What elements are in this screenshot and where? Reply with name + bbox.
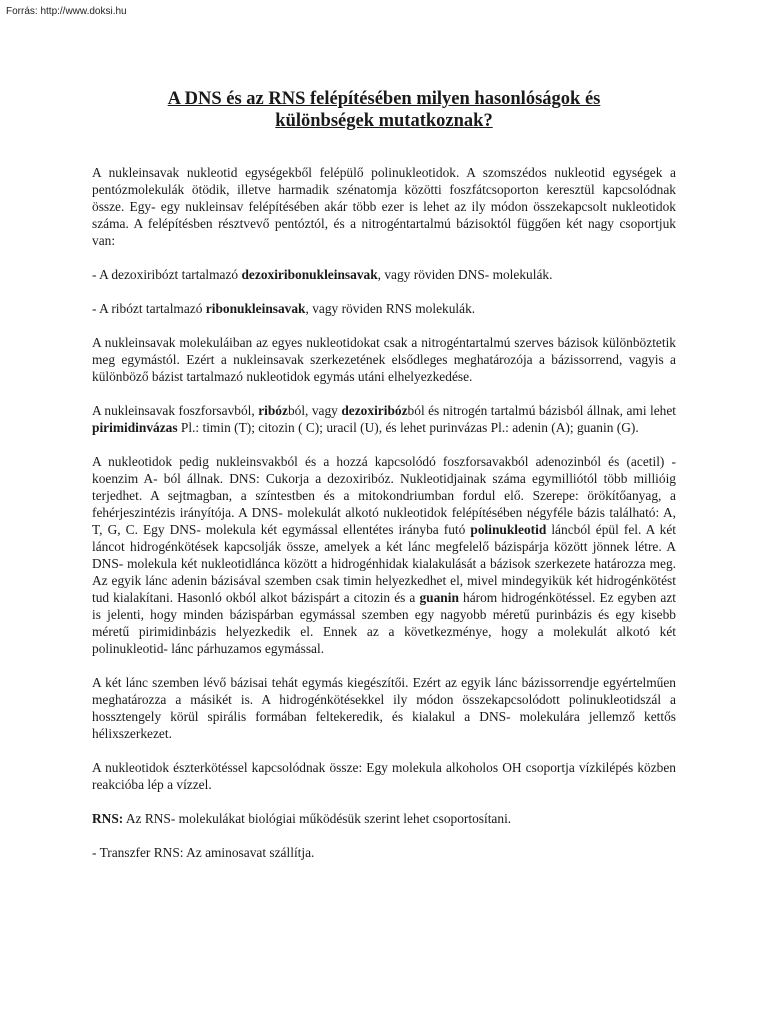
p4-a: A nukleotidok pedig nukleinsvakból és a hozzá kapcsolódó foszforsavakból adenozinból és (acetil) -koenzim A- ból állnak. DNS: Cukorja a dezoxiribóz. Nukleotidjainak száma egymilliótól több millióig terjedhet. A sejtmagban, a színtestben és a mitokondriumban fordul elő. Szerepe: örökítőanyag, a fehérjeszintézis irányítója. A DNS- molekulát alkotó nukleotidok felépítésében négyféle bázis található: A, T, G, C. Egy DNS- molekula két egymással ellentétes irányba futó [92,454,676,537]
paragraph-intro: A nukleinsavak nukleotid egységekből felépülő polinukleotidok. A szomszédos nukleotid egységek a pentózmolekulák ötödik, illetve harmadik szénatomja közötti foszfátcsoporton keresztül kapcsolódnak össze. Egy- egy nukleinsav felépítésében akár több ezer is lehet az ily módon összekapcsolt nukleotidok száma. A felépítésben résztvevő pentóztól, és a nitrogéntartalmú bázisoktól függően két nagy csoportjuk van: [92,165,676,248]
bullet-trna: - Transzfer RNS: Az aminosavat szállítja. [92,845,315,860]
bullet-rna-post: , vagy röviden RNS molekulák. [305,301,476,316]
p3-d: dezoxiribóz [341,403,408,418]
bullet-rna-pre: - A ribózt tartalmazó [92,301,206,316]
p4-b: polinukleotid [470,522,547,537]
bullet-dna [92,266,676,283]
bullet-dna-post: , vagy röviden DNS- molekulák. [377,267,553,282]
bullet-rna-term: ribonukleinsavak [205,301,306,316]
rna-label: RNS: [92,811,124,826]
paragraph-composition [92,402,676,436]
paragraph-complementary: A két lánc szemben lévő bázisai tehát egymás kiegészítői. Ezért az egyik lánc bázissorrendje egyértelműen meghatározza a másikét is. A hidrogénkötésekkel ily módon összekapcsolódott polinukleotidszál a hossztengely körül spirális formában feltekeredik, és kialakul a DNS- molekulára jellemző kettős hélixszerkezet. [92,675,676,741]
p4-e: három hidrogénkötéssel. Ez egyben azt is jelenti, hogy minden bázispárban egymással szemben egy nagyobb méretű purinbázis és egy kisebb méretű pirimidinbázis helyezkedik el. Ennek az a következménye, hogy a molekulát alkotó két polinukleotid- lánc párhuzamos egymással. [92,590,676,656]
paragraph-rna [92,810,676,827]
title-line-1: A DNS és az RNS felépítésében milyen hasonlóságok és [167,89,601,109]
title-line-2: különbségek mutatkoznak? [275,111,493,131]
p3-a: A nukleinsavak foszforsavból, [92,403,259,418]
rna-text: Az RNS- molekulákat biológiai működésük szerint lehet csoportosítani. [123,811,512,826]
p3-g: Pl.: timin (T); citozin ( C); uracil (U), és lehet purinvázas Pl.: adenin (A); guanin (G). [177,420,639,435]
p4-c: láncból épül fel. A két láncot hidrogénkötések kapcsolják össze, amelyek a két lánc megfelelő bázispárja között jönnek létre. A DNS- molekula két nukleotidlánca között a hidrogénhidak kialakulását a bázisok szerkezete határozza meg. Az egyik lánc adenin bázisával szemben csak timin helyezkedhet el, mivel mindegyikük két hidrogénkötést tud kialakítani. Hasonló okból alkot bázispárt a citozin és a [92,522,676,605]
p3-c: ból, vagy [287,403,342,418]
document-body [92,164,676,878]
p3-e: ból és nitrogén tartalmú bázisból állnak, ami lehet [407,403,677,418]
paragraph-base-sequence: A nukleinsavak molekuláiban az egyes nukleotidokat csak a nitrogéntartalmú szerves bázisok különböztetik meg egymástól. Ezért a nukleinsavak szerkezetének elsődleges meghatározója a bázissorrend, vagyis a különböző bázist tartalmazó nukleotidok egymás utáni elhelyezkedése. [92,335,676,384]
bullet-dna-term: dezoxiribonukleinsavak [241,267,378,282]
paragraph-dna-structure [92,453,676,657]
bullet-rna [92,300,676,317]
source-note: Forrás: http://www.doksi.hu [6,6,127,17]
page-title [92,88,676,132]
p3-f: pirimidinvázas [92,420,178,435]
bullet-dna-pre: - A dezoxiribózt tartalmazó [92,267,242,282]
p4-d: guanin [419,590,459,605]
p3-b: ribóz [258,403,288,418]
paragraph-ester-bond: A nukleotidok észterkötéssel kapcsolódnak össze: Egy molekula alkoholos OH csoportja vízkilépés közben reakcióba lép a vízzel. [92,760,676,792]
